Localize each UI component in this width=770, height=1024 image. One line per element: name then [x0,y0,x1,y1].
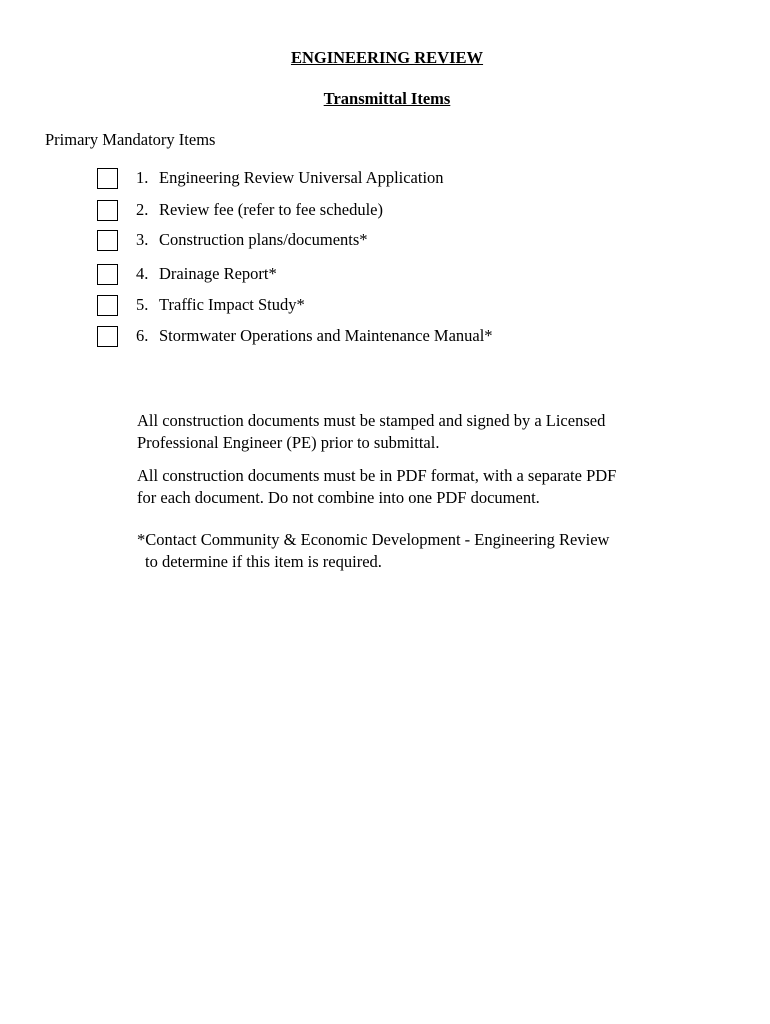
checklist-item-review-fee [0,200,700,226]
item-number: 2. [136,200,149,219]
item-label: Stormwater Operations and Maintenance Manual* [159,326,493,345]
document-subtitle: Transmittal Items [323,89,451,108]
checkbox-stormwater-manual[interactable] [97,326,118,347]
note-line: Professional Engineer (PE) prior to submittal. [137,432,440,452]
item-number: 3. [136,230,149,249]
checkbox-construction-plans[interactable] [97,230,118,251]
note-stamp-requirement [137,410,605,453]
checklist-item-drainage-report [0,264,700,290]
checklist-item-construction-plans [0,230,700,256]
checklist-item-traffic-impact-study [0,295,700,321]
note-line: All construction documents must be in PDF format, with a separate PDF [137,466,617,485]
note-line: to determine if this item is required. [145,551,382,571]
item-number: 5. [136,295,149,314]
note-pdf-format [137,465,616,508]
checkbox-review-fee[interactable] [97,200,118,221]
checklist-item-application [0,168,700,194]
note-line: for each document. Do not combine into one PDF document. [137,487,540,507]
checkbox-application[interactable] [97,168,118,189]
document-title: ENGINEERING REVIEW [290,48,484,67]
item-label: Drainage Report* [159,264,277,283]
item-label: Review fee (refer to fee schedule) [159,200,383,219]
checkbox-traffic-impact-study[interactable] [97,295,118,316]
checkbox-drainage-report[interactable] [97,264,118,285]
item-number: 4. [136,264,149,283]
item-label: Engineering Review Universal Application [159,168,444,187]
note-contact [137,529,609,572]
note-line: All construction documents must be stamped and signed by a Licensed [137,411,606,430]
item-label: Traffic Impact Study* [159,295,305,314]
checklist-item-stormwater-manual [0,326,700,352]
section-heading: Primary Mandatory Items [45,130,216,149]
item-number: 6. [136,326,149,345]
note-line: *Contact Community & Economic Development - Engineering Review [137,530,610,549]
item-number: 1. [136,168,149,187]
item-label: Construction plans/documents* [159,230,368,249]
